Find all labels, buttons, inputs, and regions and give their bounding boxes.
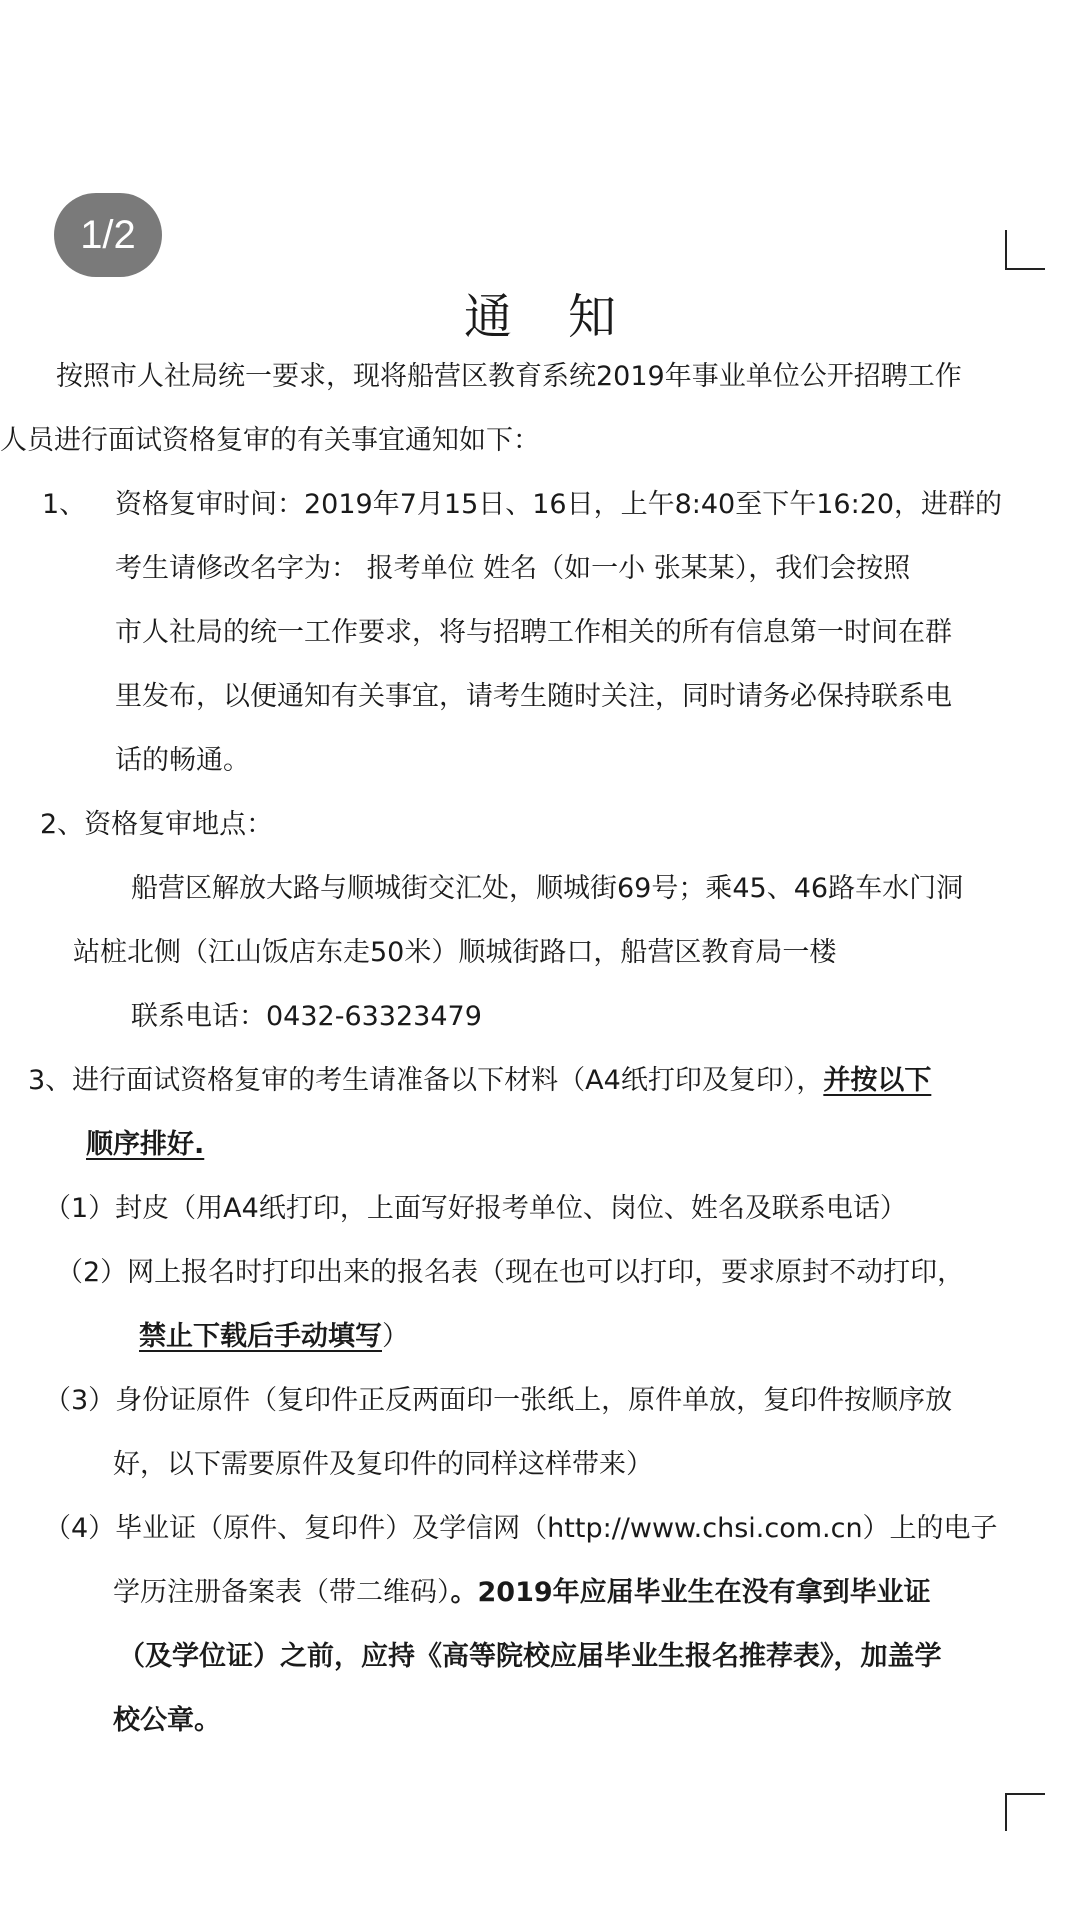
crop-mark-bottom xyxy=(1005,1793,1045,1831)
material-2-emphasis: 禁止下载后手动填写 xyxy=(139,1321,382,1352)
item-2-heading: 2、资格复审地点： xyxy=(40,809,274,840)
material-1: （1）封皮（用A4纸打印，上面写好报考单位、岗位、姓名及联系电话） xyxy=(44,1193,907,1224)
material-3-line-1: （3）身份证原件（复印件正反两面印一张纸上，原件单放，复印件按顺序放 xyxy=(44,1385,953,1416)
item-1-line-5: 话的畅通。 xyxy=(115,745,250,776)
item-1-line-4: 里发布，以便通知有关事宜，请考生随时关注，同时请务必保持联系电 xyxy=(115,681,952,712)
item-2-line-2: 站桩北侧（江山饭店东走50米）顺城街路口，船营区教育局一楼 xyxy=(73,937,837,968)
material-3-line-2: 好，以下需要原件及复印件的同样这样带来） xyxy=(113,1449,653,1480)
item-3-line-1 xyxy=(28,1063,931,1099)
item-1-line-2: 考生请修改名字为： 报考单位 姓名（如一小 张某某），我们会按照 xyxy=(115,553,911,584)
material-4-line-2 xyxy=(113,1575,931,1611)
item-1-line-1: 资格复审时间：2019年7月15日、16日，上午8:40至下午16:20，进群的 xyxy=(115,489,1003,520)
item-2-line-1: 船营区解放大路与顺城街交汇处，顺城街69号；乘45、46路车水门洞 xyxy=(131,873,964,904)
item-1-number: 1、 xyxy=(42,489,87,520)
intro-line-1: 按照市人社局统一要求，现将船营区教育系统2019年事业单位公开招聘工作 xyxy=(56,361,962,392)
material-4-text: 学历注册备案表（带二维码） xyxy=(113,1577,451,1608)
document-title: 通知 xyxy=(463,289,672,345)
item-3-text: 3、进行面试资格复审的考生请准备以下材料（A4纸打印及复印）， xyxy=(28,1065,824,1096)
material-2-line-1: （2）网上报名时打印出来的报名表（现在也可以打印，要求原封不动打印， xyxy=(56,1257,965,1288)
page-indicator-badge: 1/2 xyxy=(54,193,162,277)
material-4-emphasis: 。2019年应届毕业生在没有拿到毕业证 xyxy=(450,1577,931,1608)
material-4-line-3: （及学位证）之前，应持《高等院校应届毕业生报名推荐表》，加盖学 xyxy=(118,1641,942,1672)
crop-mark-top xyxy=(1005,230,1045,270)
contact-phone: 联系电话：0432-63323479 xyxy=(131,1001,482,1032)
material-2-line-2 xyxy=(139,1319,409,1355)
material-2-close: ） xyxy=(382,1321,409,1352)
material-4-line-4: 校公章。 xyxy=(113,1705,221,1736)
intro-line-2: 人员进行面试资格复审的有关事宜通知如下： xyxy=(0,425,540,456)
item-3-line-2: 顺序排好. xyxy=(86,1129,205,1160)
item-3-emphasis: 并按以下 xyxy=(823,1065,932,1096)
material-4-line-1: （4）毕业证（原件、复印件）及学信网（http://www.chsi.com.cn）上的电子 xyxy=(44,1513,998,1544)
item-1-line-3: 市人社局的统一工作要求，将与招聘工作相关的所有信息第一时间在群 xyxy=(115,617,952,648)
